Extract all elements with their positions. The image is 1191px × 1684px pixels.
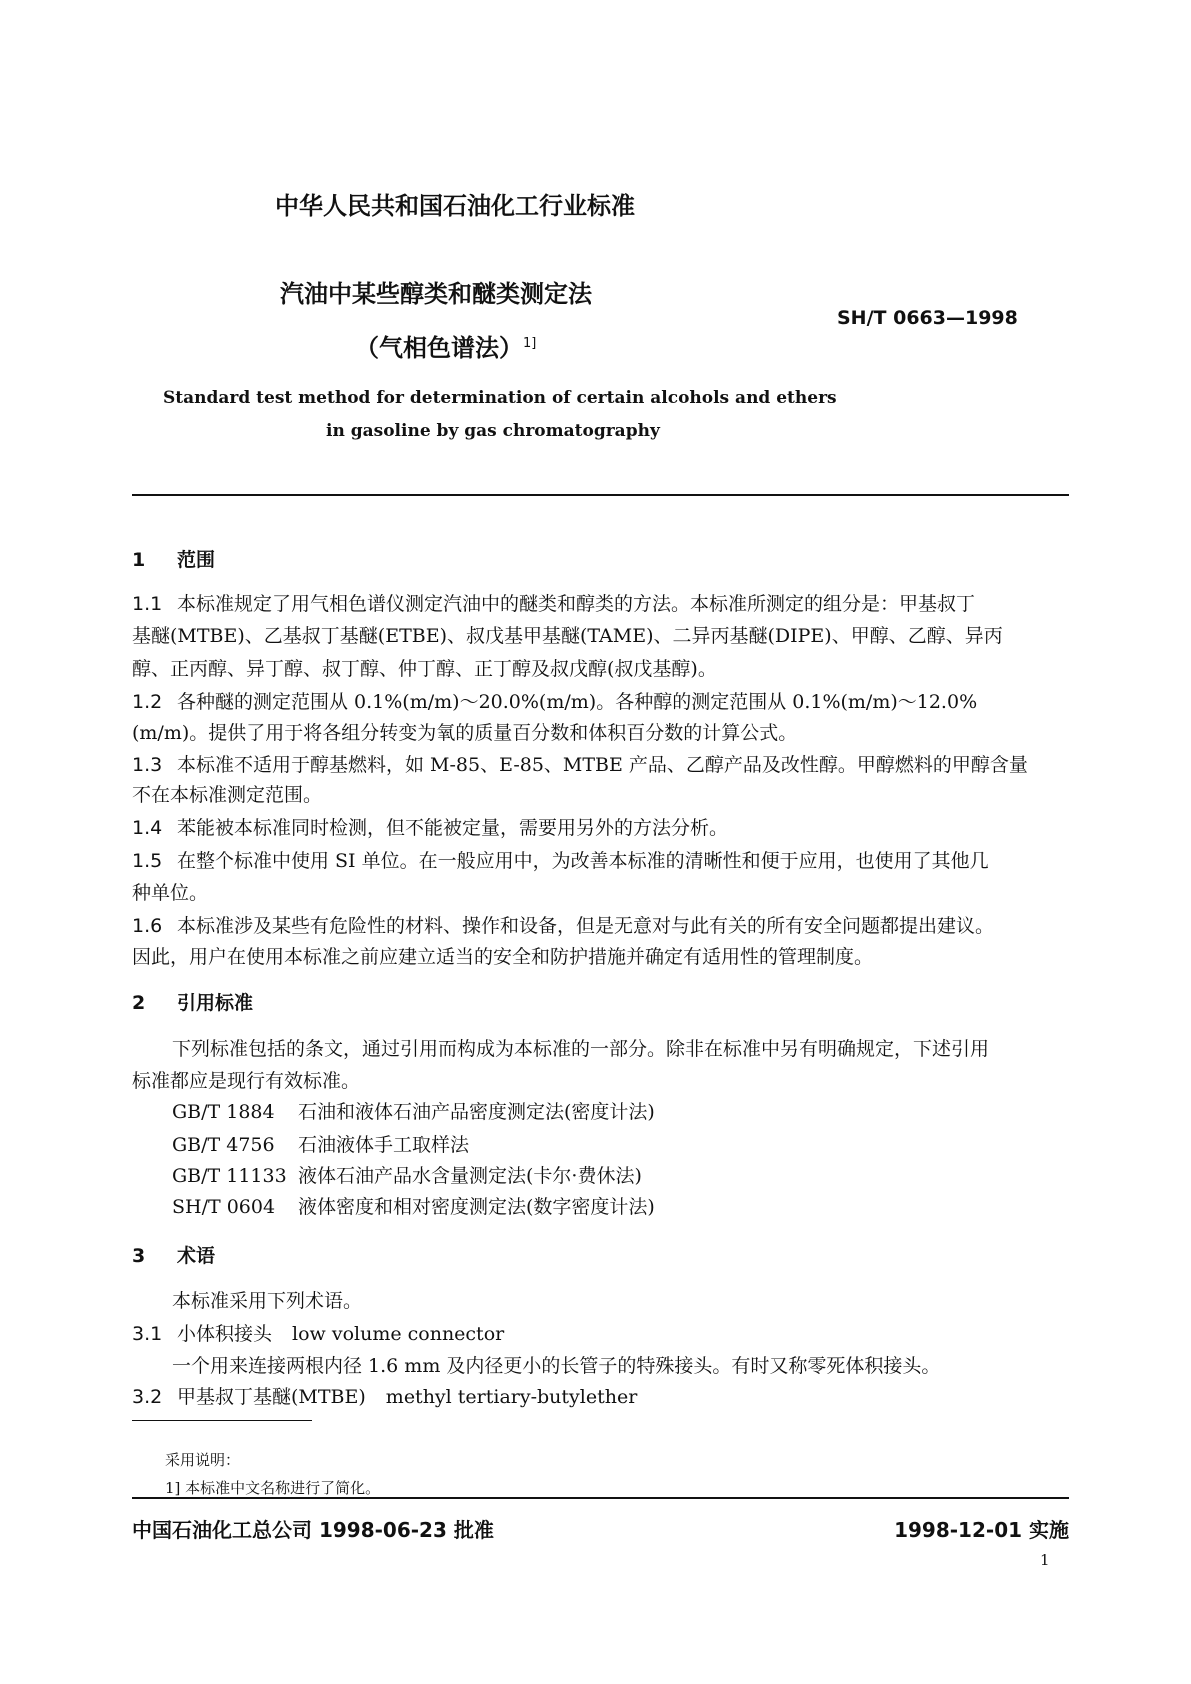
text-line: 因此，用户在使用本标准之前应建立适当的安全和防护措施并确定有适用性的管理制度。 xyxy=(132,946,874,968)
text-line: 种单位。 xyxy=(132,882,209,904)
reference-item xyxy=(172,1133,469,1157)
text-line: 各种醚的测定范围从 0.1%(m/m)～20.0%(m/m)。各种醇的测定范围从 0.1%(m/m)～12.0% xyxy=(177,691,978,713)
footnote-label: 采用说明： xyxy=(165,1451,241,1469)
clause-number: 1.4 xyxy=(132,817,163,839)
section-number: 3 xyxy=(132,1245,146,1267)
text-line: 本标准规定了用气相色谱仪测定汽油中的醚类和醇类的方法。本标准所测定的组分是：甲基叔丁 xyxy=(177,593,976,615)
clause-1-6 xyxy=(132,914,994,938)
section-title: 术语 xyxy=(177,1245,216,1267)
section-1-heading xyxy=(132,548,215,572)
clause-number: 1.1 xyxy=(132,593,163,615)
reference-title: 液体石油产品水含量测定法(卡尔·费休法) xyxy=(298,1165,642,1187)
term-3-1 xyxy=(132,1322,504,1346)
clause-1-3 xyxy=(132,753,1028,777)
clause-number: 1.2 xyxy=(132,691,163,713)
text-line: 基醚(MTBE)、乙基叔丁基醚(ETBE)、叔戊基甲基醚(TAME)、二异丙基醚(DIPE)、甲醇、乙醇、异丙 xyxy=(132,625,1003,647)
reference-title: 液体密度和相对密度测定法(数字密度计法) xyxy=(298,1196,655,1218)
text-line: 不在本标准测定范围。 xyxy=(132,784,323,806)
text-line: 本标准涉及某些有危险性的材料、操作和设备，但是无意对与此有关的所有安全问题都提出建议。 xyxy=(177,915,995,937)
clause-1-4 xyxy=(132,816,728,840)
subtitle-text: （气相色谱法） xyxy=(355,334,523,362)
footnote-mark: 1] xyxy=(523,336,537,351)
reference-code: GB/T 1884 xyxy=(172,1101,275,1123)
section-number: 1 xyxy=(132,549,146,571)
doc-title: 汽油中某些醇类和醚类测定法 xyxy=(280,280,592,308)
text-line: 醇、正丙醇、异丁醇、叔丁醇、仲丁醇、正丁醇及叔戊醇(叔戊基醇)。 xyxy=(132,658,717,680)
approval-date: 中国石油化工总公司 1998-06-23 批准 xyxy=(132,1518,494,1542)
reference-title: 石油液体手工取样法 xyxy=(298,1134,470,1156)
reference-item xyxy=(172,1100,655,1124)
clause-1-5 xyxy=(132,849,989,873)
text-line: 本标准不适用于醇基燃料，如 M-85、E-85、MTBE 产品、乙醇产品及改性醇。甲醇燃料的甲醇含量 xyxy=(177,754,1028,776)
section-number: 2 xyxy=(132,992,146,1014)
clause-number: 1.3 xyxy=(132,754,163,776)
text-line: 本标准采用下列术语。 xyxy=(172,1290,363,1312)
reference-item xyxy=(172,1164,642,1188)
english-title-2: in gasoline by gas chromatography xyxy=(326,421,660,441)
doc-subtitle xyxy=(355,330,536,362)
term-zh: 小体积接头 xyxy=(177,1323,273,1345)
term-en: low volume connector xyxy=(292,1323,505,1345)
reference-title: 石油和液体石油产品密度测定法(密度计法) xyxy=(298,1101,655,1123)
footer-divider xyxy=(132,1497,1069,1499)
org-title: 中华人民共和国石油化工行业标准 xyxy=(275,192,635,220)
term-en: methyl tertiary-butylether xyxy=(385,1386,638,1408)
section-2-heading xyxy=(132,991,253,1015)
section-title: 范围 xyxy=(177,549,216,571)
clause-number: 3.1 xyxy=(132,1323,163,1345)
english-title-1: Standard test method for determination of certain alcohols and ethers xyxy=(163,388,837,408)
term-zh: 甲基叔丁基醚(MTBE) xyxy=(177,1386,366,1408)
section-3-heading xyxy=(132,1244,215,1268)
footnote-text: 1] 本标准中文名称进行了简化。 xyxy=(165,1479,381,1497)
clause-1-1 xyxy=(132,592,975,616)
term-definition: 一个用来连接两根内径 1.6 mm 及内径更小的长管子的特殊接头。有时又称零死体积接头。 xyxy=(172,1355,941,1377)
reference-code: SH/T 0604 xyxy=(172,1196,276,1218)
section-title: 引用标准 xyxy=(177,992,254,1014)
footnote-divider xyxy=(132,1420,312,1421)
text-line: 标准都应是现行有效标准。 xyxy=(132,1070,361,1092)
page-number: 1 xyxy=(1040,1551,1050,1569)
reference-code: GB/T 4756 xyxy=(172,1134,275,1156)
clause-1-2 xyxy=(132,690,977,714)
text-line: 下列标准包括的条文，通过引用而构成为本标准的一部分。除非在标准中另有明确规定，下述引用 xyxy=(172,1038,990,1060)
effective-date: 1998-12-01 实施 xyxy=(894,1518,1069,1542)
clause-number: 3.2 xyxy=(132,1386,163,1408)
text-line: 苯能被本标准同时检测，但不能被定量，需要用另外的方法分析。 xyxy=(177,817,729,839)
reference-item xyxy=(172,1195,655,1219)
reference-code: GB/T 11133 xyxy=(172,1165,287,1187)
clause-number: 1.5 xyxy=(132,850,163,872)
header-divider xyxy=(132,494,1069,496)
text-line: (m/m)。提供了用于将各组分转变为氧的质量百分数和体积百分数的计算公式。 xyxy=(132,722,798,744)
term-3-2 xyxy=(132,1385,637,1409)
text-line: 在整个标准中使用 SI 单位。在一般应用中，为改善本标准的清晰性和便于应用，也使用了其他几 xyxy=(177,850,989,872)
clause-number: 1.6 xyxy=(132,915,163,937)
standard-number: SH/T 0663—1998 xyxy=(837,307,1018,329)
